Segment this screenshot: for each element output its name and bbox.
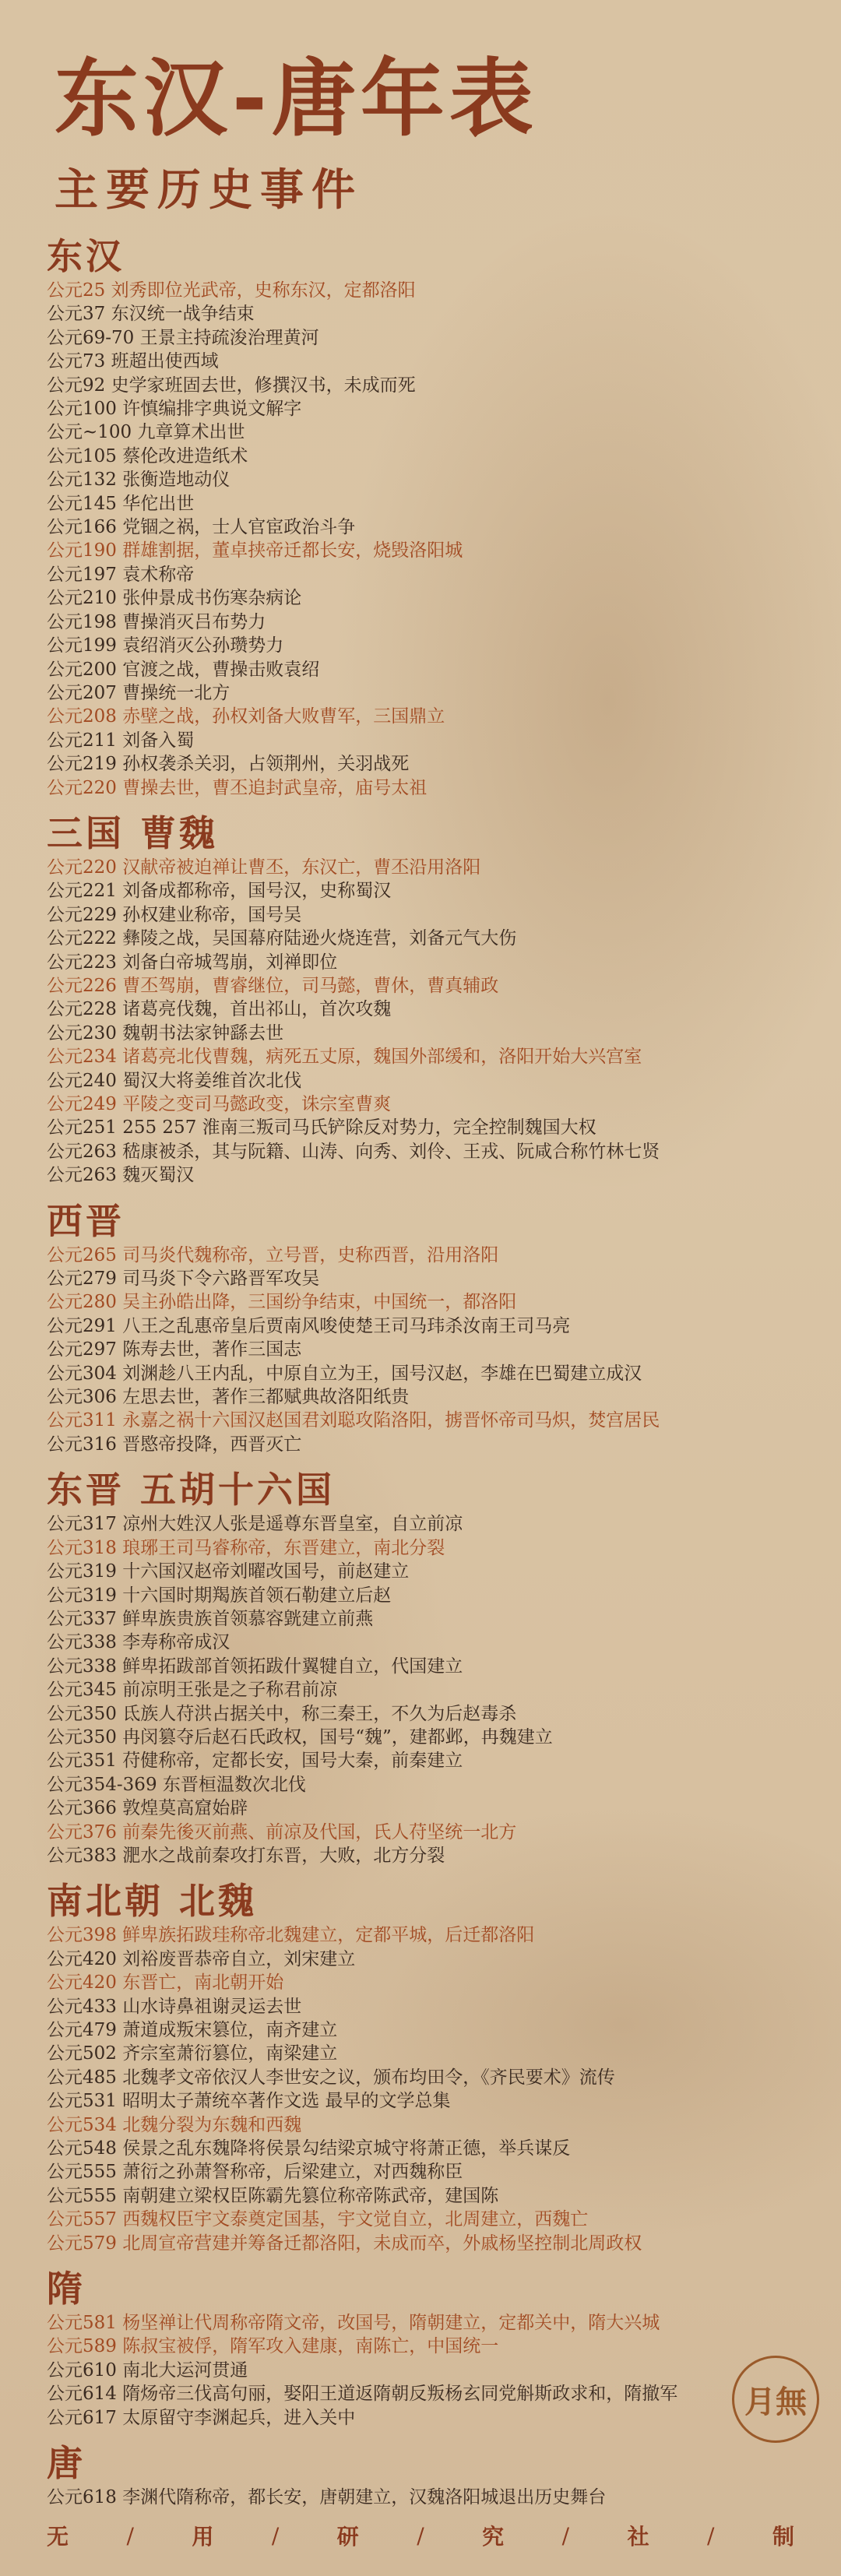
timeline-event: 公元200 官渡之战，曹操击败袁绍	[47, 659, 320, 680]
timeline-event: 公元318 琅琊王司马睿称帝，东晋建立，南北分裂	[47, 1537, 445, 1558]
timeline-event: 公元555 南朝建立梁权臣陈霸先篡位称帝陈武帝，建国陈	[47, 2185, 499, 2206]
timeline-event: 公元555 萧衍之孙萧詧称帝，后梁建立，对西魏称臣	[47, 2162, 463, 2183]
section-heading: 东汉	[47, 235, 125, 277]
timeline-event: 公元398 鲜卑族拓跋珪称帝北魏建立，定都平城，后迁都洛阳	[47, 1925, 535, 1946]
seal-text: 月無	[744, 2384, 807, 2420]
timeline-event: 公元223 刘备白帝城驾崩，刘禅即位	[47, 952, 338, 973]
timeline-event: 公元226 曹丕驾崩，曹睿继位，司马懿，曹休，曹真辅政	[47, 975, 499, 996]
section-heading: 南北朝 北魏	[47, 1880, 258, 1923]
page-subtitle: 主要历史事件	[55, 165, 363, 216]
footer-char: 社	[627, 2524, 649, 2550]
timeline-event: 公元531 昭明太子萧统卒著作文选 最早的文学总集	[47, 2091, 451, 2112]
timeline-event: 公元73 班超出使西域	[47, 351, 219, 372]
timeline-event: 公元317 凉州大姓汉人张是遥尊东晋皇室，自立前凉	[47, 1514, 463, 1535]
timeline-event: 公元221 刘备成都称帝，国号汉，史称蜀汉	[47, 881, 392, 902]
timeline-event: 公元319 十六国汉赵帝刘曜改国号，前赵建立	[47, 1561, 410, 1582]
timeline-section	[47, 1878, 825, 2255]
timeline-section	[47, 811, 825, 1188]
timeline-event: 公元618 李渊代隋称帝，都长安，唐朝建立，汉魏洛阳城退出历史舞台	[47, 2487, 607, 2508]
timeline-event: 公元92 史学家班固去世，修撰汉书，未成而死	[47, 375, 416, 396]
section-heading: 三国 曹魏	[47, 811, 219, 854]
footer-char: 制	[772, 2524, 794, 2550]
timeline-event: 公元420 刘裕废晋恭帝自立，刘宋建立	[47, 1948, 356, 1969]
timeline-event: 公元338 鲜卑拓跋部首领拓跋什翼犍自立，代国建立	[47, 1656, 463, 1677]
timeline-event: 公元350 氐族人苻洪占据关中，称三秦王，不久为后赵毒杀	[47, 1703, 517, 1724]
footer-credit	[47, 2520, 794, 2551]
timeline-event: 公元306 左思去世，著作三都赋典故洛阳纸贵	[47, 1387, 410, 1408]
footer-separator: /	[707, 2522, 715, 2549]
timeline-section	[47, 2266, 825, 2430]
timeline-event: 公元265 司马炎代魏称帝，立号晋，史称西晋，沿用洛阳	[47, 1244, 499, 1265]
seal-logo	[732, 2356, 819, 2443]
timeline-event: 公元280 吴主孙皓出降，三国纷争结束，中国统一，都洛阳	[47, 1292, 517, 1313]
timeline-event: 公元198 曹操消灭吕布势力	[47, 611, 266, 632]
timeline-event: 公元420 东晋亡，南北朝开始	[47, 1972, 284, 1994]
timeline-event: 公元383 淝水之战前秦攻打东晋，大败，北方分裂	[47, 1845, 445, 1866]
timeline-event: 公元251 255 257 淮南三叛司马氏铲除反对势力，完全控制魏国大权	[47, 1117, 596, 1138]
timeline-event: 公元25 刘秀即位光武帝，史称东汉，定都洛阳	[47, 280, 416, 301]
timeline-event: 公元219 孙权袭杀关羽，占领荆州，关羽战死	[47, 754, 410, 775]
section-heading: 东晋 五胡十六国	[47, 1469, 336, 1511]
timeline	[47, 234, 825, 2521]
timeline-event: 公元291 八王之乱惠帝皇后贾南风唆使楚王司马玮杀汝南王司马亮	[47, 1315, 571, 1336]
timeline-event: 公元338 李寿称帝成汉	[47, 1632, 230, 1653]
timeline-event: 公元548 侯景之乱东魏降将侯景勾结梁京城守将萧正德，举兵谋反	[47, 2138, 571, 2159]
timeline-event: 公元69-70 王景主持疏浚治理黄河	[47, 327, 319, 348]
timeline-event: 公元197 袁术称帝	[47, 564, 195, 585]
section-heading: 唐	[47, 2442, 86, 2485]
timeline-event: 公元579 北周宣帝营建并筹备迁都洛阳，未成而卒，外戚杨坚控制北周政权	[47, 2233, 642, 2254]
timeline-event: 公元~100 九章算术出世	[47, 422, 245, 443]
timeline-event: 公元479 萧道成叛宋篡位，南齐建立	[47, 2020, 338, 2040]
timeline-event: 公元433 山水诗鼻祖谢灵运去世	[47, 1996, 302, 2017]
timeline-event: 公元263 嵇康被杀，其与阮籍、山涛、向秀、刘伶、王戎、阮咸合称竹林七贤	[47, 1141, 660, 1162]
timeline-section	[47, 2441, 825, 2509]
timeline-event: 公元263 魏灭蜀汉	[47, 1165, 195, 1186]
timeline-event: 公元230 魏朝书法家钟繇去世	[47, 1022, 284, 1043]
timeline-event: 公元354-369 东晋桓温数次北伐	[47, 1774, 306, 1795]
timeline-event: 公元166 党锢之祸，士人官宦政治斗争	[47, 517, 356, 538]
timeline-event: 公元208 赤壁之战，孙权刘备大败曹军，三国鼎立	[47, 706, 445, 727]
footer-separator: /	[271, 2522, 280, 2549]
timeline-event: 公元589 陈叔宝被俘，隋军攻入建康，南陈亡，中国统一	[47, 2336, 499, 2357]
timeline-event: 公元210 张仲景成书伤寒杂病论	[47, 588, 302, 609]
footer-char: 无	[47, 2524, 69, 2550]
timeline-event: 公元297 陈寿去世，著作三国志	[47, 1339, 302, 1360]
section-heading: 西晋	[47, 1199, 125, 1242]
timeline-event: 公元279 司马炎下令六路晋军攻吴	[47, 1269, 320, 1290]
timeline-event: 公元610 南北大运河贯通	[47, 2360, 248, 2381]
page-title: 东汉-唐年表	[55, 51, 538, 148]
timeline-event: 公元229 孙权建业称帝，国号吴	[47, 904, 302, 925]
timeline-section	[47, 1467, 825, 1867]
footer-separator: /	[126, 2522, 134, 2549]
timeline-event: 公元220 汉献帝被迫禅让曹丕，东汉亡，曹丕沿用洛阳	[47, 857, 481, 878]
timeline-event: 公元234 诸葛亮北伐曹魏，病死五丈原，魏国外部缓和，洛阳开始大兴宫室	[47, 1047, 642, 1068]
timeline-event: 公元100 许慎编排字典说文解字	[47, 399, 302, 420]
footer-char: 用	[192, 2524, 214, 2550]
timeline-event: 公元199 袁绍消灭公孙瓒势力	[47, 635, 284, 656]
timeline-event: 公元485 北魏孝文帝依汉人李世安之议，颁布均田令，《齐民要术》流传	[47, 2067, 615, 2088]
timeline-event: 公元249 平陵之变司马懿政变，诛宗室曹爽	[47, 1094, 392, 1114]
timeline-event: 公元304 刘渊趁八王内乱，中原自立为王，国号汉赵，李雄在巴蜀建立成汉	[47, 1363, 642, 1384]
timeline-section	[47, 1198, 825, 1457]
timeline-event: 公元502 齐宗室萧衍篡位，南梁建立	[47, 2043, 338, 2064]
timeline-event: 公元222 彝陵之战，吴国幕府陆逊火烧连营，刘备元气大伤	[47, 928, 517, 949]
timeline-event: 公元228 诸葛亮伐魏，首出祁山，首次攻魏	[47, 999, 392, 1020]
timeline-event: 公元105 蔡伦改进造纸术	[47, 445, 248, 466]
footer-separator: /	[561, 2522, 570, 2549]
timeline-event: 公元557 西魏权臣宇文泰奠定国基，宇文觉自立，北周建立，西魏亡	[47, 2209, 589, 2230]
timeline-event: 公元207 曹操统一北方	[47, 682, 230, 703]
timeline-event: 公元581 杨坚禅让代周称帝隋文帝，改国号，隋朝建立，定都关中，隋大兴城	[47, 2313, 660, 2334]
timeline-event: 公元319 十六国时期羯族首领石勒建立后赵	[47, 1585, 392, 1606]
timeline-event: 公元337 鲜卑族贵族首领慕容皝建立前燕	[47, 1608, 374, 1629]
section-heading: 隋	[47, 2268, 86, 2310]
timeline-event: 公元366 敦煌莫高窟始辟	[47, 1798, 248, 1819]
timeline-event: 公元145 华佗出世	[47, 493, 195, 514]
timeline-event: 公元190 群雄割据，董卓挟帝迁都长安，烧毁洛阳城	[47, 540, 463, 561]
timeline-event: 公元311 永嘉之祸十六国汉赵国君刘聪攻陷洛阳，掳晋怀帝司马炽，焚宫居民	[47, 1410, 660, 1431]
timeline-event: 公元220 曹操去世，曹丕追封武皇帝，庙号太祖	[47, 777, 428, 798]
timeline-event: 公元132 张衡造地动仪	[47, 470, 230, 491]
footer-char: 究	[482, 2524, 505, 2550]
timeline-event: 公元351 苻健称帝，定都长安，国号大秦，前秦建立	[47, 1751, 463, 1772]
timeline-event: 公元376 前秦先後灭前燕、前凉及代国，氏人苻坚统一北方	[47, 1821, 517, 1842]
timeline-event: 公元345 前凉明王张是之子称君前凉	[47, 1680, 338, 1701]
timeline-event: 公元614 隋炀帝三伐高句丽，娶阳王道返隋朝反叛杨玄同党斛斯政求和，隋撤军	[47, 2384, 678, 2405]
timeline-event: 公元37 东汉统一战争结束	[47, 304, 255, 325]
timeline-event: 公元316 晋愍帝投降，西晋灭亡	[47, 1434, 302, 1455]
timeline-event: 公元350 冉闵篡夺后赵石氏政权，国号“魏”，建都邺，冉魏建立	[47, 1726, 553, 1747]
timeline-event: 公元617 太原留守李渊起兵，进入关中	[47, 2407, 356, 2428]
timeline-section	[47, 234, 825, 800]
footer-char: 研	[336, 2524, 359, 2550]
footer-separator: /	[417, 2522, 424, 2549]
timeline-event: 公元211 刘备入蜀	[47, 730, 195, 751]
timeline-event: 公元240 蜀汉大将姜维首次北伐	[47, 1070, 302, 1091]
timeline-event: 公元534 北魏分裂为东魏和西魏	[47, 2114, 302, 2135]
